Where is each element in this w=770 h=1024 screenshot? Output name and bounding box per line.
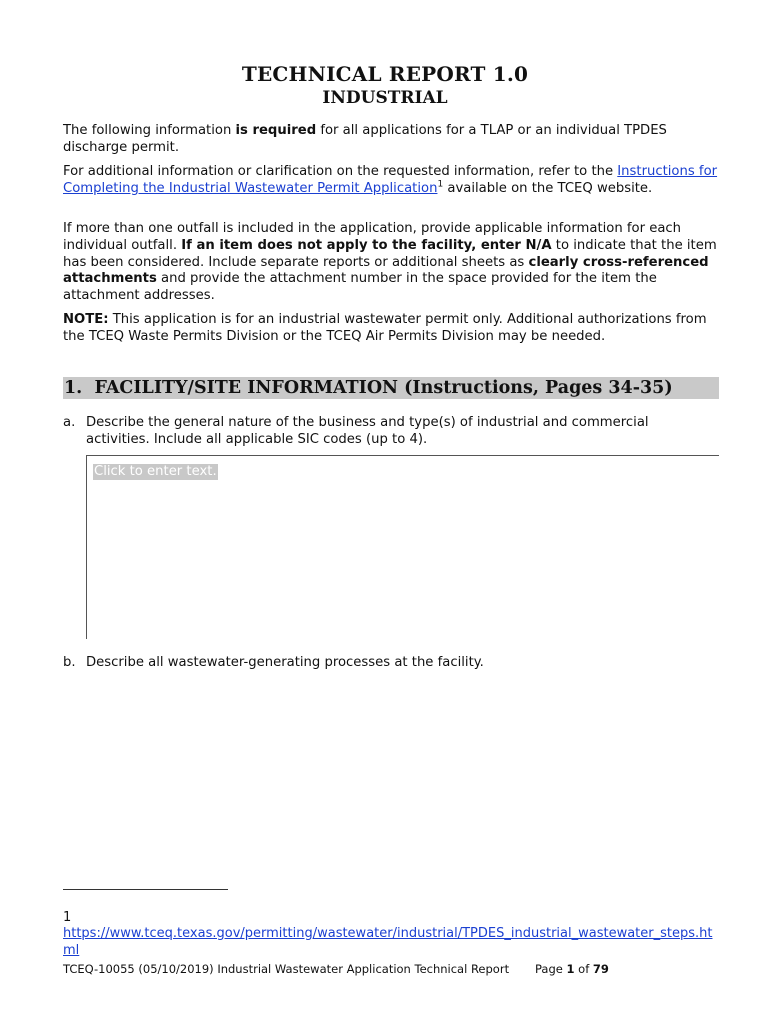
- intro-text: to indicate that the item has been considered. Include separate reports or additional sheets as: [63, 237, 717, 270]
- footer-document-id: TCEQ-10055 (05/10/2019) Industrial Wastewater Application Technical Report: [63, 962, 510, 976]
- intro-text: The following information: [63, 123, 236, 138]
- note-paragraph: [63, 312, 723, 346]
- intro-bold-text: If an item does not apply to the facility, enter N/A: [181, 237, 552, 253]
- instructions-link[interactable]: Instructions for Completing the Industrial Wastewater Permit Application: [63, 164, 718, 196]
- intro-bold-text: clearly cross-referenced attachments: [63, 254, 709, 287]
- intro-paragraph-instructions: [63, 164, 723, 198]
- question-b-text: Describe all wastewater-generating processes at the facility.: [86, 655, 484, 670]
- question-a-text: Describe the general nature of the business and type(s) of industrial and commercial activities. Include all applicable SIC codes (up to 4).: [86, 415, 649, 447]
- page-number: [535, 962, 609, 976]
- footnote-ref: 1: [437, 179, 444, 190]
- note-label: NOTE:: [63, 312, 109, 327]
- intro-text: for all applications for a TLAP or an individual TPDES discharge permit.: [63, 123, 667, 155]
- document-title: TECHNICAL REPORT 1.0: [241, 62, 529, 86]
- page-of: of: [574, 962, 593, 976]
- footnote-number: 1: [63, 910, 72, 925]
- intro-text: and provide the attachment number in the space provided for the item the attachment addresses.: [63, 271, 657, 304]
- question-b-label: b.: [63, 655, 76, 670]
- page-current: 1: [566, 962, 575, 976]
- intro-paragraph-outfall: [63, 221, 723, 305]
- footnote-url-link[interactable]: https://www.tceq.texas.gov/permitting/wastewater/industrial/TPDES_industrial_wastewater_steps.html: [63, 926, 713, 958]
- page-total: 79: [592, 962, 609, 976]
- note-text: This application is for an industrial wastewater permit only. Additional authorizations from the TCEQ Waste Permits Division or the TCEQ Air Permits Division may be needed.: [63, 312, 707, 344]
- question-a-label: a.: [63, 415, 76, 430]
- page-footer: [63, 962, 723, 976]
- intro-paragraph-required: [63, 123, 723, 157]
- page-prefix: Page: [535, 962, 567, 976]
- document-subtitle: INDUSTRIAL: [322, 88, 448, 108]
- intro-text: available on the TCEQ website.: [443, 180, 653, 196]
- intro-bold-text: is required: [235, 123, 317, 138]
- intro-text: If more than one outfall is included in the application, provide applicable information for each individual outfall.: [63, 221, 682, 253]
- section-title: 1. FACILITY/SITE INFORMATION (Instructions, Pages 34-35): [64, 378, 673, 398]
- question-a-placeholder[interactable]: Click to enter text.: [94, 464, 217, 479]
- intro-text: For additional information or clarification on the requested information, refer to the: [63, 164, 618, 179]
- footnote-divider: [63, 889, 228, 890]
- question-a-answer-field[interactable]: [86, 455, 719, 639]
